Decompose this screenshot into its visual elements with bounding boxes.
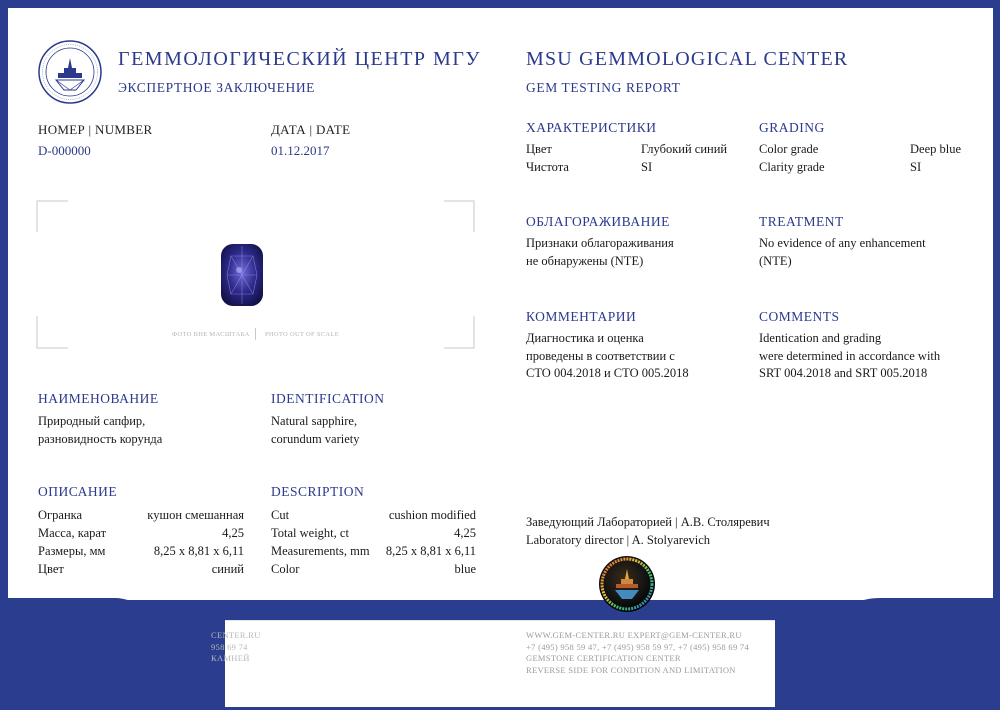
comments-heading-en: COMMENTS — [759, 309, 840, 324]
footer-reverse-note: REVERSE SIDE FOR CONDITION AND LIMITATION — [526, 664, 736, 675]
treatment-text-en-line2: (NTE) — [759, 253, 792, 268]
treatment-text-ru-line1: Признаки облагораживания — [526, 236, 674, 250]
comments-text-ru-line1: Диагностика и оценка — [526, 331, 644, 345]
caption-divider — [255, 328, 256, 340]
description-heading-en: DESCRIPTION — [271, 484, 365, 499]
identification-heading-en: IDENTIFICATION — [271, 391, 385, 406]
desc-en-label-0: Cut — [271, 508, 290, 522]
signature-ru: Заведующий Лабораторией | А.В. Столяревич — [526, 515, 770, 529]
treatment-text-en — [759, 235, 926, 270]
signature-en: Laboratory director | A. Stolyarevich — [526, 533, 711, 547]
desc-ru-value-0: кушон смешанная — [147, 508, 244, 522]
subtitle-en: GEM TESTING REPORT — [526, 80, 681, 95]
grading-heading-ru: ХАРАКТЕРИСТИКИ — [526, 120, 657, 135]
sapphire-gem-image — [219, 242, 265, 308]
desc-ru-label-1: Масса, карат — [38, 526, 107, 540]
desc-en-value-0: cushion modified — [388, 508, 476, 522]
identification-text-en-line2: corundum variety — [271, 431, 360, 446]
desc-en-label-2: Measurements, mm — [271, 544, 370, 558]
desc-en-value-2: 8,25 x 8,81 x 6,11 — [385, 544, 476, 558]
desc-ru-value-2: 8,25 х 8,81 х 6,11 — [153, 544, 244, 558]
grading-ru-label-0: Цвет — [526, 142, 552, 156]
identification-text-en-line1: Natural sapphire, — [271, 414, 358, 428]
footer-left-line3: КАМНЕЙ — [211, 653, 250, 663]
desc-ru-label-0: Огранка — [38, 508, 83, 522]
desc-en-value-3: blue — [454, 562, 476, 576]
subtitle-ru: ЭКСПЕРТНОЕ ЗАКЛЮЧЕНИЕ — [118, 80, 316, 95]
comments-text-en-line2: were determined in accordance with — [759, 348, 941, 363]
desc-en-value-1: 4,25 — [454, 526, 476, 540]
photo-caption-en: PHOTO OUT OF SCALE — [265, 331, 339, 338]
footer-left-partial — [211, 630, 261, 665]
identification-heading-ru: НАИМЕНОВАНИЕ — [38, 391, 159, 406]
grading-ru-value-1: SI — [641, 160, 653, 174]
comments-text-ru — [526, 330, 689, 383]
treatment-text-ru — [526, 235, 674, 270]
date-value: 01.12.2017 — [271, 143, 330, 158]
desc-en-label-1: Total weight, ct — [271, 526, 349, 540]
treatment-heading-en: TREATMENT — [759, 214, 844, 229]
date-label: ДАТА | DATE — [271, 122, 351, 137]
grading-ru-value-0: Глубокий синий — [641, 142, 728, 156]
desc-ru-label-2: Размеры, мм — [38, 544, 106, 558]
comments-heading-ru: КОММЕНТАРИИ — [526, 309, 637, 324]
title-ru: ГЕММОЛОГИЧЕСКИЙ ЦЕНТР МГУ — [118, 48, 482, 70]
title-en: MSU GEMMOLOGICAL CENTER — [526, 48, 849, 70]
description-heading-ru: ОПИСАНИЕ — [38, 484, 118, 499]
treatment-text-ru-line2: не обнаружены (NTE) — [526, 253, 644, 268]
number-value: D-000000 — [38, 143, 91, 158]
comments-text-en — [759, 330, 940, 383]
comments-text-en-line1: Identication and grading — [759, 331, 882, 345]
treatment-heading-ru: ОБЛАГОРАЖИВАНИЕ — [526, 214, 670, 229]
desc-en-label-3: Color — [271, 562, 300, 576]
hologram-seal-icon — [598, 555, 656, 613]
footer-phones: +7 (495) 958 59 47, +7 (495) 958 59 97, +7 (495) 958 69 74 — [526, 641, 750, 652]
msu-emblem-icon — [38, 40, 102, 104]
grading-en-value-1: SI — [910, 160, 922, 174]
grading-heading-en: GRADING — [759, 120, 825, 135]
number-label: НОМЕР | NUMBER — [38, 122, 153, 137]
desc-ru-value-1: 4,25 — [222, 526, 244, 540]
desc-ru-value-3: синий — [211, 562, 244, 576]
footer-right — [526, 630, 749, 676]
grading-en-label-0: Color grade — [759, 142, 819, 156]
comments-text-en-line3: SRT 004.2018 and SRT 005.2018 — [759, 366, 928, 380]
desc-ru-label-3: Цвет — [38, 562, 64, 576]
identification-text-en — [271, 413, 360, 448]
footer-left-line1: CENTER.RU — [211, 630, 261, 640]
footer-center-name: GEMSTONE CERTIFICATION CENTER — [526, 653, 681, 663]
footer-left-line2: 958 69 74 — [211, 641, 248, 652]
footer-contacts: WWW.GEM-CENTER.RU EXPERT@GEM-CENTER.RU — [526, 630, 742, 640]
comments-text-ru-line3: СТО 004.2018 и СТО 005.2018 — [526, 366, 689, 380]
grading-en-value-0: Deep blue — [910, 142, 962, 156]
grading-ru-label-1: Чистота — [526, 160, 569, 174]
msu-logo — [38, 40, 102, 104]
comments-text-ru-line2: проведены в соответствии с — [526, 348, 675, 363]
identification-text-ru-line2: разновидность корунда — [38, 431, 163, 446]
treatment-text-en-line1: No evidence of any enhancement — [759, 236, 926, 250]
identification-text-ru-line1: Природный сапфир, — [38, 414, 146, 428]
photo-caption-ru: ФОТО ВНЕ МАСШТАБА — [172, 331, 250, 338]
identification-text-ru — [38, 413, 162, 448]
grading-en-label-1: Clarity grade — [759, 160, 825, 174]
